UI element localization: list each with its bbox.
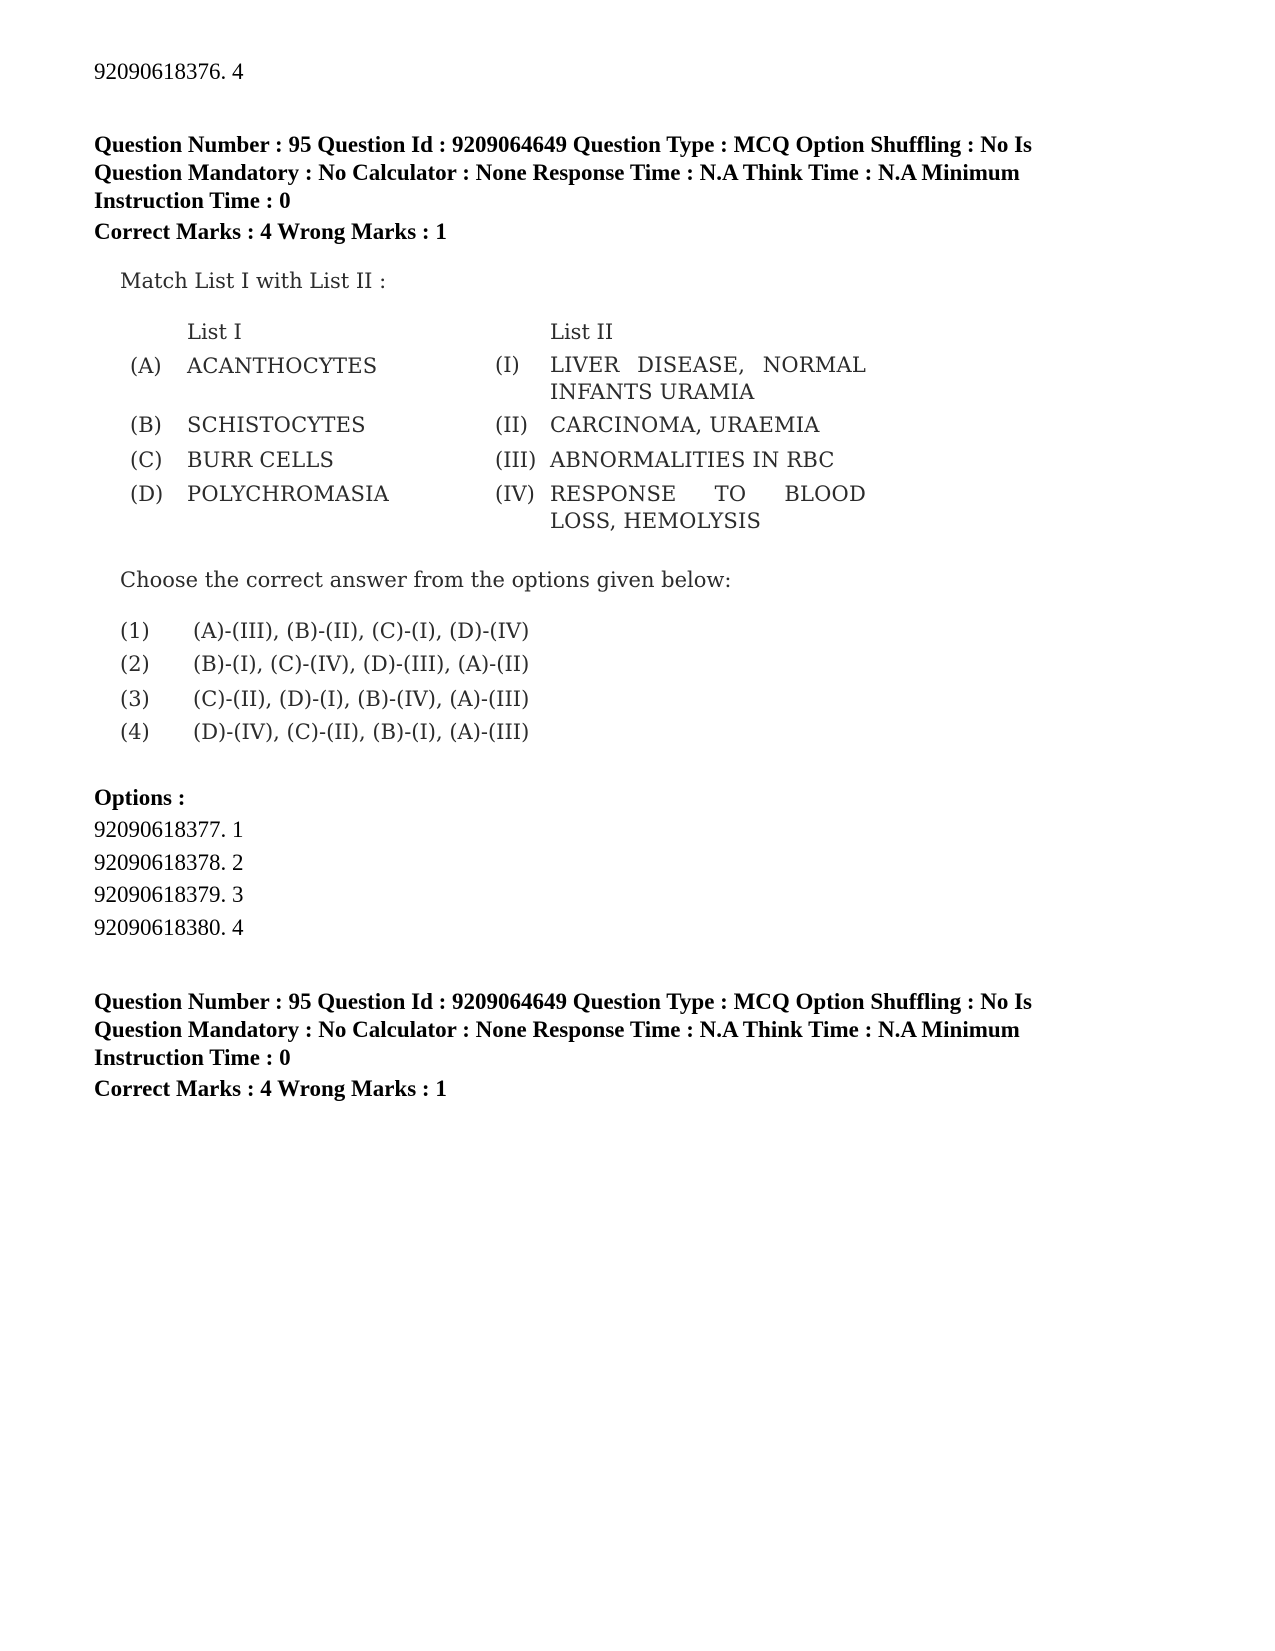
question-header-line: Question Mandatory : No Calculator : None Response Time : N.A Think Time : N.A Minimum <box>94 160 1020 185</box>
list1-heading: List I <box>187 320 242 344</box>
option-line: 92090618378. 2 <box>94 850 244 875</box>
previous-option-line: 92090618376. 4 <box>94 59 244 84</box>
choose-instruction: Choose the correct answer from the options given below: <box>120 568 732 592</box>
question-header-line: Instruction Time : 0 <box>94 1045 291 1070</box>
list2-item: ABNORMALITIES IN RBC <box>550 448 835 472</box>
list1-item: ACANTHOCYTES <box>187 354 378 378</box>
list2-heading: List II <box>550 320 614 344</box>
list1-label: (A) <box>130 354 162 378</box>
list2-item: CARCINOMA, URAEMIA <box>550 413 820 437</box>
question-header-line: Question Mandatory : No Calculator : None Response Time : N.A Think Time : N.A Minimum <box>94 1017 1020 1042</box>
answer-number: (2) <box>120 652 150 676</box>
answer-number: (4) <box>120 720 150 744</box>
options-label: Options : <box>94 785 186 810</box>
answer-number: (3) <box>120 687 150 711</box>
marks-line: Correct Marks : 4 Wrong Marks : 1 <box>94 219 447 244</box>
list1-label: (B) <box>130 413 162 437</box>
answer-text: (D)-(IV), (C)-(II), (B)-(I), (A)-(III) <box>193 720 530 744</box>
list2-label: (IV) <box>495 482 535 506</box>
answer-text: (B)-(I), (C)-(IV), (D)-(III), (A)-(II) <box>193 652 530 676</box>
question-header-line: Instruction Time : 0 <box>94 188 291 213</box>
option-line: 92090618380. 4 <box>94 915 244 940</box>
option-line: 92090618377. 1 <box>94 817 244 842</box>
answer-number: (1) <box>120 619 150 643</box>
question-header-line: Question Number : 95 Question Id : 9209064649 Question Type : MCQ Option Shuffling : No Is <box>94 132 1033 157</box>
list2-item-continued: LOSS, HEMOLYSIS <box>550 509 762 533</box>
question-image <box>0 0 1275 760</box>
list2-item: LIVER DISEASE, NORMAL <box>550 353 866 377</box>
list1-label: (C) <box>130 448 163 472</box>
list2-item: RESPONSE TO BLOOD <box>550 482 866 506</box>
list1-item: POLYCHROMASIA <box>187 482 389 506</box>
list2-label: (II) <box>495 413 528 437</box>
list2-label: (III) <box>495 448 537 472</box>
answer-text: (C)-(II), (D)-(I), (B)-(IV), (A)-(III) <box>193 687 530 711</box>
list1-label: (D) <box>130 482 164 506</box>
list1-item: BURR CELLS <box>187 448 335 472</box>
list2-label: (I) <box>495 353 520 377</box>
answer-text: (A)-(III), (B)-(II), (C)-(I), (D)-(IV) <box>193 619 530 643</box>
next-question-header <box>94 988 1184 1072</box>
marks-line: Correct Marks : 4 Wrong Marks : 1 <box>94 1076 447 1101</box>
list1-item: SCHISTOCYTES <box>187 413 366 437</box>
question-header-line: Question Number : 95 Question Id : 9209064649 Question Type : MCQ Option Shuffling : No Is <box>94 989 1033 1014</box>
question-instruction: Match List I with List II : <box>120 269 387 293</box>
list2-item-continued: INFANTS URAMIA <box>550 380 755 404</box>
option-line: 92090618379. 3 <box>94 882 244 907</box>
